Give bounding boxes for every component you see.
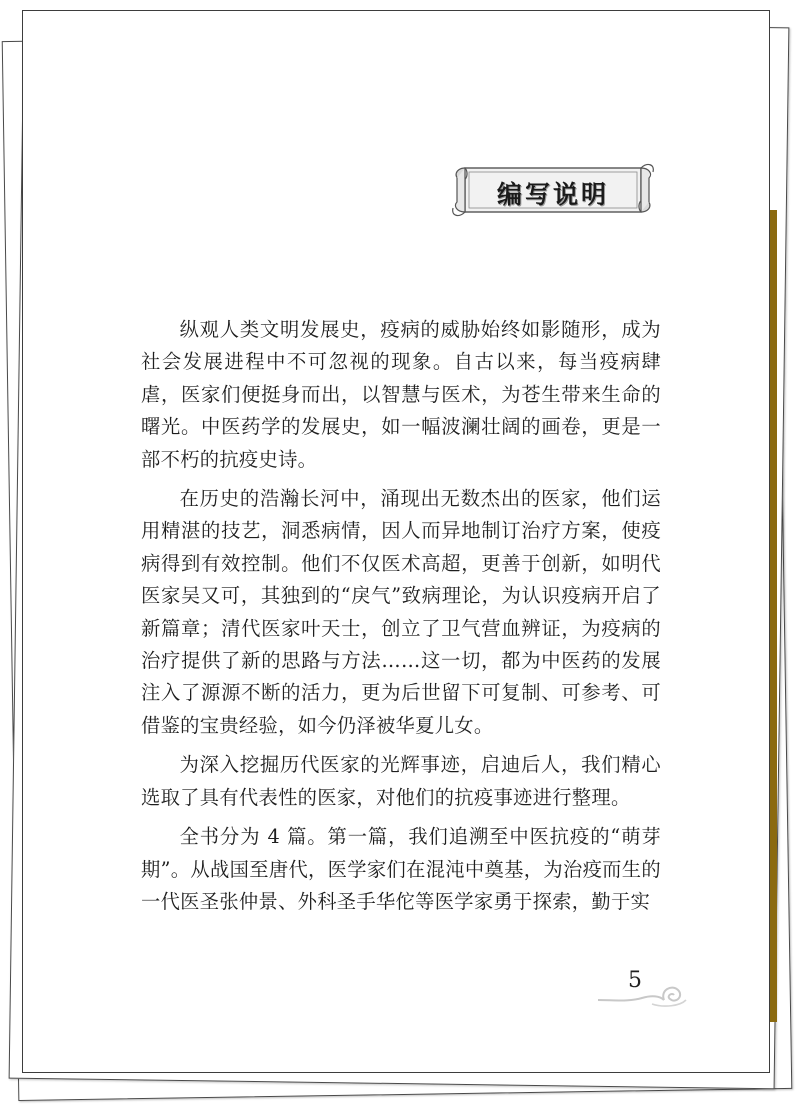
paragraph-2: 在历史的浩瀚长河中，涌现出无数杰出的医家，他们运用精湛的技艺，洞悉病情，因人而异地制订治疗方案，使疫病得到有效控制。他们不仅医术高超，更善于创新，如明代医家吴又可，其独到的“戾气”致病理论，为认识疫病开启了新篇章；清代医家叶天士，创立了卫气营血辨证，为疫病的治疗提供了新的思路与方法……这一切，都为中医药的发展注入了源源不断的活力，更为后世留下可复制、可参考、可借鉴的宝贵经验，如今仍泽被华夏儿女。 xyxy=(141,487,661,737)
page-title: 编写说明 xyxy=(496,180,609,209)
page-number: 5 xyxy=(628,968,642,993)
cloud-ornament-icon xyxy=(594,980,690,1010)
body-text xyxy=(141,314,661,925)
paragraph-4: 全书分为 4 篇。第一篇，我们追溯至中医抗疫的“萌芽期”。从战国至唐代，医学家们在混沌中奠基，为治疫而生的一代医圣张仲景、外科圣手华佗等医学家勇于探索，勤于实 xyxy=(141,825,661,913)
paragraph-3: 为深入挖掘历代医家的光辉事迹，启迪后人，我们精心选取了具有代表性的医家，对他们的抗疫事迹进行整理。 xyxy=(141,753,661,809)
paragraph-1: 纵观人类文明发展史，疫病的威胁始终如影随形，成为社会发展进程中不可忽视的现象。自古以来，每当疫病肆虐，医家们便挺身而出，以智慧与医术，为苍生带来生命的曙光。中医药学的发展史，如一幅波澜壮阔的画卷，更是一部不朽的抗疫史诗。 xyxy=(141,318,661,471)
section-heading xyxy=(447,158,659,222)
